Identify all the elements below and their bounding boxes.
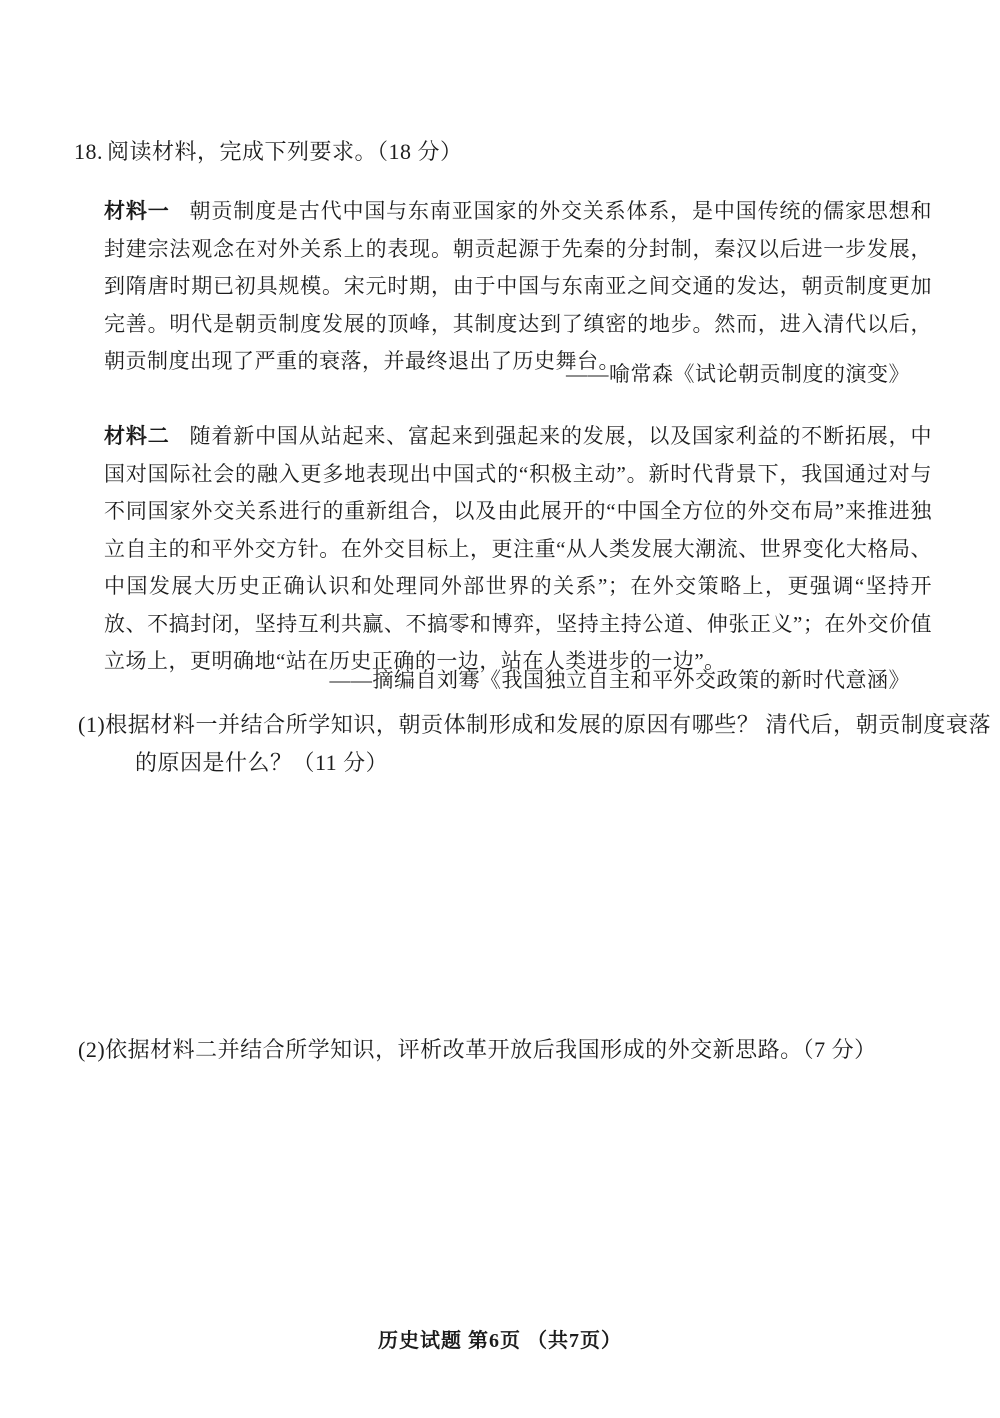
page-footer: 历史试题 第6页 （共7页） <box>378 1330 622 1352</box>
sub-question-2: (2)依据材料二并结合所学知识，评析改革开放后我国形成的外交新思路。（7 分） <box>78 1037 877 1062</box>
sub-question-1: (1)根据材料一并结合所学知识，朝贡体制形成和发展的原因有哪些？ 清代后，朝贡制度衰落的原因是什么？（11 分） <box>78 712 991 775</box>
material-1-paragraph <box>104 193 932 381</box>
material-2-text: 随着新中国从站起来、富起来到强起来的发展，以及国家利益的不断拓展，中国对国际社会的融入更多地表现出中国式的“积极主动”。新时代背景下，我国通过对与不同国家外交关系进行的重新组合，以及由此展开的“中国全方位的外交布局”来推进独立自主的和平外交方针。在外交目标上，更注重“从人类发展大潮流、世界变化大格局、中国发展大历史正确认识和处理同外部世界的关系”；在外交策略上，更强调“坚持开放、不搞封闭，坚持互利共赢、不搞零和博弈，坚持主持公道、伸张正义”；在外交价值立场上，更明确地“站在历史正确的一边，站在人类进步的一边”。 <box>104 424 933 673</box>
material-2-label: 材料二 <box>104 425 170 448</box>
material-1-label: 材料一 <box>104 200 170 223</box>
question-intro-text: 阅读材料，完成下列要求。（18 分） <box>107 139 463 164</box>
material-2-paragraph <box>104 418 932 681</box>
material-1-text: 朝贡制度是古代中国与东南亚国家的外交关系体系，是中国传统的儒家思想和封建宗法观念在对外关系上的表现。朝贡起源于先秦的分封制，秦汉以后进一步发展，到隋唐时期已初具规模。宋元时期，由于中国与东南亚之间交通的发达，朝贡制度更加完善。明代是朝贡制度发展的顶峰，其制度达到了缜密的地步。然而，进入清代以后，朝贡制度出现了严重的衰落，并最终退出了历史舞台。 <box>104 199 933 373</box>
material-2-source: ——摘编自刘骞《我国独立自主和平外交政策的新时代意涵》 <box>329 668 910 692</box>
question-18-intro <box>74 136 934 168</box>
question-number: 18. <box>74 139 103 164</box>
material-1-source: ——喻常森《试论朝贡制度的演变》 <box>566 362 910 386</box>
